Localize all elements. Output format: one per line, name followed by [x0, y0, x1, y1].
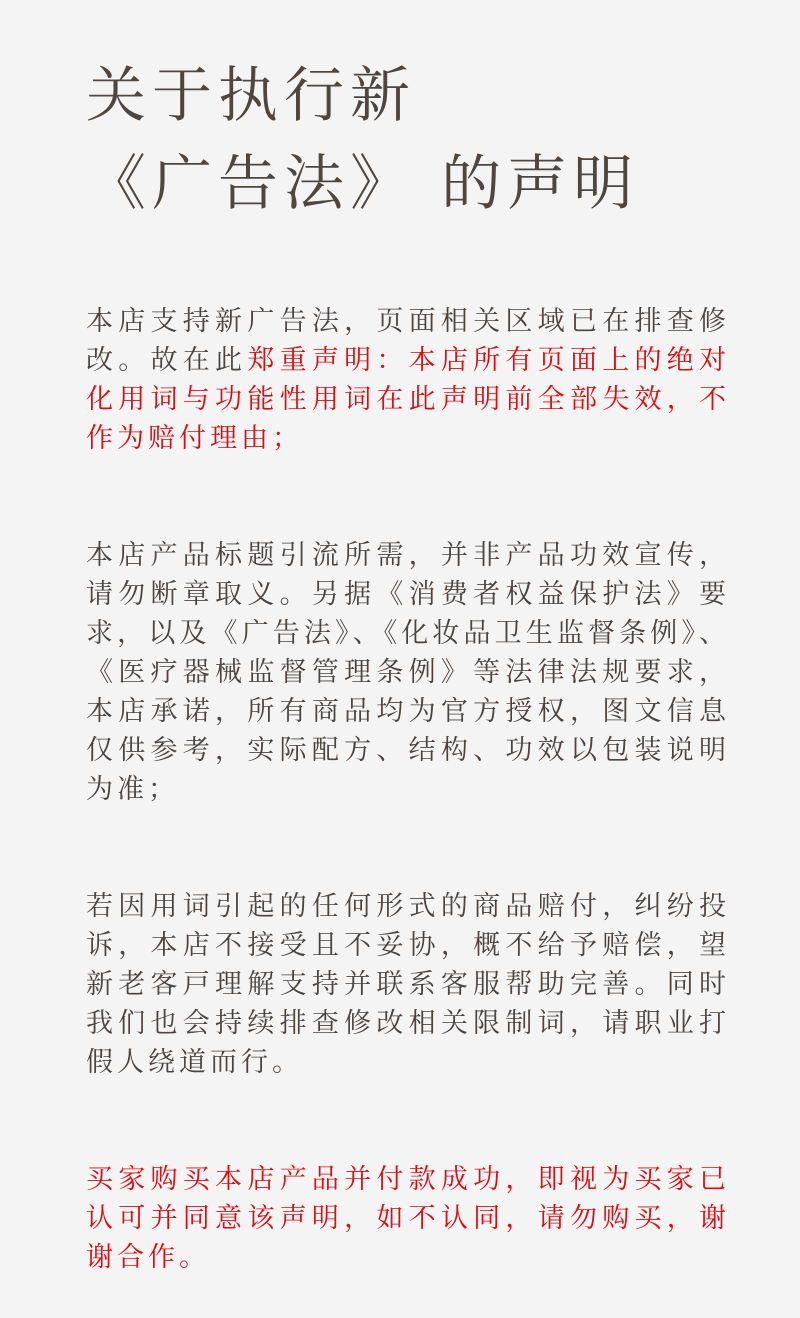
title-line-2: 《广告法》 的声明 [86, 149, 640, 219]
paragraph-1-emphasis-text: 郑重声明：本店所有页面上的绝对化用词与功能性用词在此声明前全部失效，不作为赔付理由； [86, 345, 731, 454]
statement-paragraph-1 [86, 302, 730, 458]
paragraph-4-text: 买家购买本店产品并付款成功，即视为买家已认可并同意该声明，如不认同，请勿购买，谢谢合作。 [86, 1164, 730, 1273]
paragraph-2-text: 本店产品标题引流所需，并非产品功效宣传，请勿断章取义。另据《消费者权益保护法》要求，以及《广告法》、《化妆品卫生监督条例》、《医疗器械监督管理条例》等法律法规要求，本店承诺，所有商品均为官方授权，图文信息仅供参考，实际配方、结构、功效以包装说明为准； [86, 540, 730, 805]
paragraph-1-normal-text: 本店支持新广告法，页面相关区域已在排查修改。故在此 [86, 306, 730, 376]
title-line-1: 关于执行新 [86, 61, 416, 131]
statement-paragraph-3 [86, 887, 730, 1082]
paragraph-3-text: 若因用词引起的任何形式的商品赔付，纠纷投诉，本店不接受且不妥协，概不给予赔偿，望新老客戸理解支持并联系客服帮助完善。同时我们也会持续排查修改相关限制词，请职业打假人绕道而行。 [86, 891, 730, 1078]
statement-paragraph-4 [86, 1160, 730, 1277]
statement-paragraph-2 [86, 536, 730, 809]
page-title [86, 52, 730, 228]
